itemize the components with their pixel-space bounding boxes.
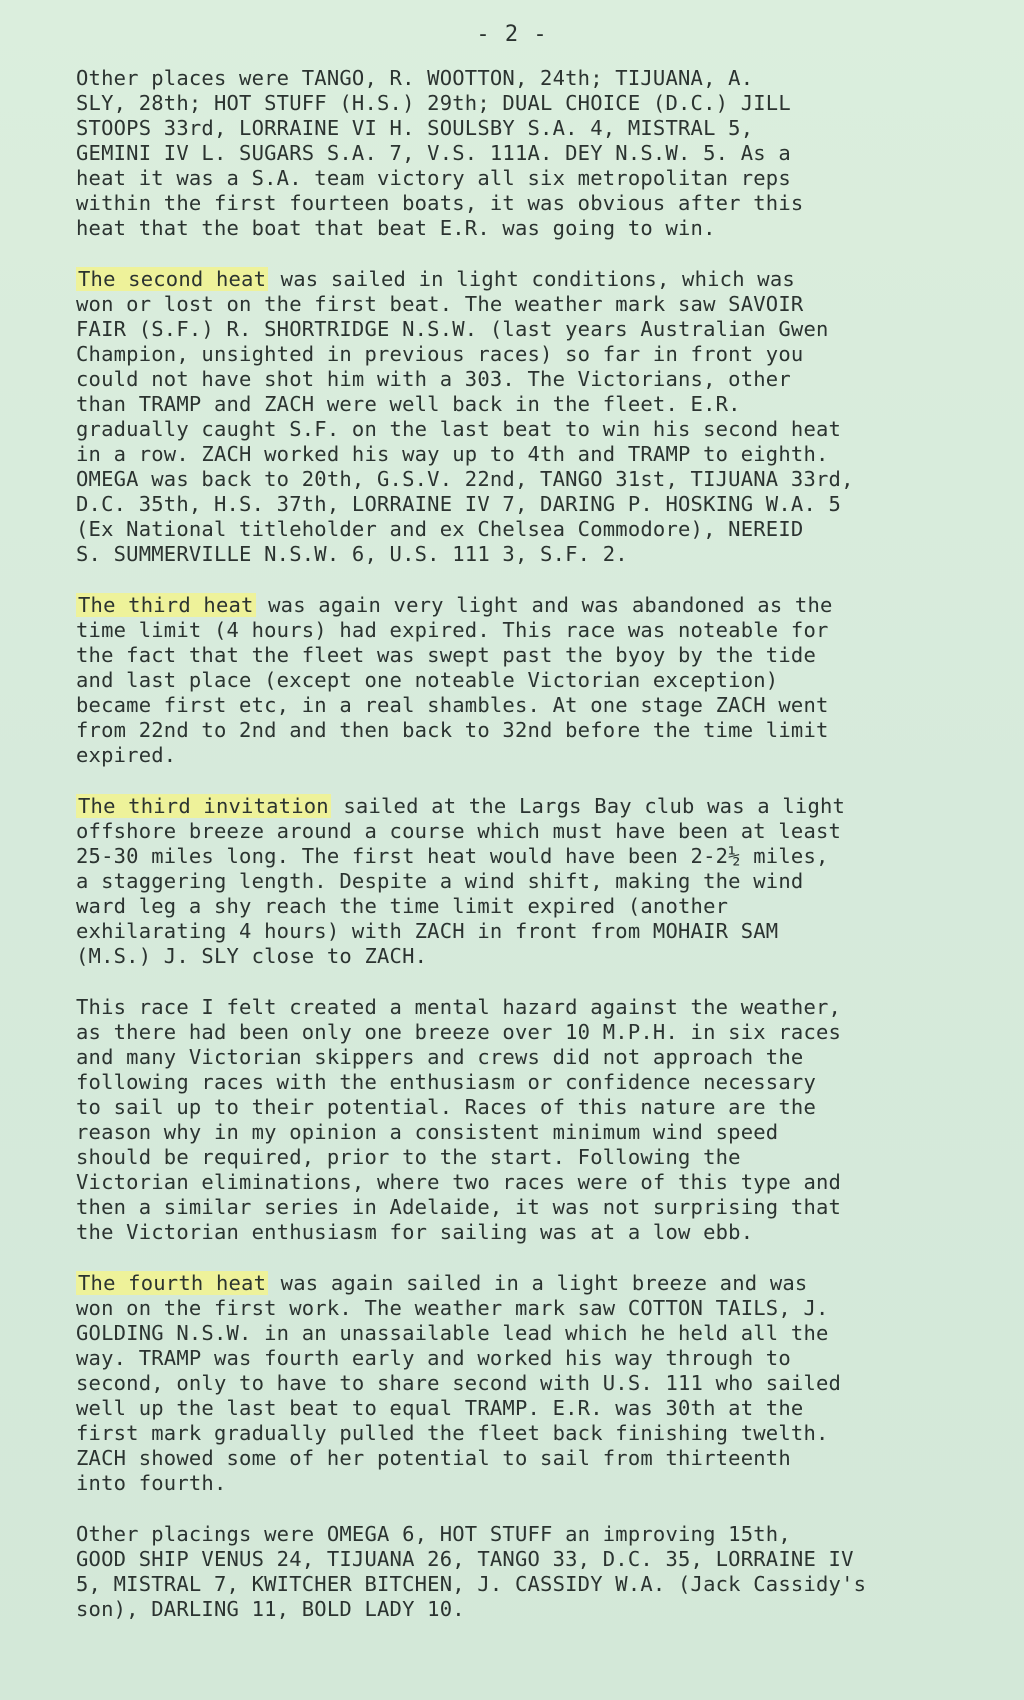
paragraph-text: Other placings were OMEGA 6, HOT STUFF an improving 15th, GOOD SHIP VENUS 24, TIJUANA 26, TANGO 33, D.C. 35, LORRAINE IV 5, MISTRAL 7, KWITCHER BITCHEN, J. CASSIDY W.A. (Jack Cassidy's son), DARLING 11, BOLD LADY 10. bbox=[76, 1522, 867, 1621]
paragraph-fourth-heat bbox=[76, 1271, 976, 1496]
highlighted-heading: The third heat bbox=[78, 593, 254, 617]
paragraph-mental-hazard bbox=[76, 995, 976, 1245]
report-body bbox=[76, 66, 976, 1648]
page-number: - 2 - bbox=[476, 22, 548, 47]
paragraph-third-invitation bbox=[76, 794, 976, 969]
highlighted-heading: The second heat bbox=[78, 267, 267, 291]
paragraph-text: was again very light and was abandoned as the time limit (4 hours) had expired. This race was noteable for the fact that the fleet was swept past the byoy by the tide and last place (except one noteable Victorian exception) became first etc, in a real shambles. At one stage ZACH went from 22nd to 2nd and then back to 32nd before the time limit expired. bbox=[76, 593, 833, 767]
paragraph-other-placings bbox=[76, 1522, 976, 1622]
paragraph-third-heat bbox=[76, 593, 976, 768]
highlighted-heading: The third invitation bbox=[78, 794, 329, 818]
paragraph-other-places bbox=[76, 66, 976, 241]
paragraph-text: was sailed in light conditions, which was won or lost on the first beat. The weather mark saw SAVOIR FAIR (S.F.) R. SHORTRIDGE N.S.W. (last years Australian Gwen Champion, unsighted in previous races) so far in front you could not have shot him with a 303. The Victorians, other than TRAMP and ZACH were well back in the fleet. E.R. gradually caught S.F. on the last beat to win his second heat in a row. ZACH worked his way up to 4th and TRAMP to eighth. OMEGA was back to 20th, G.S.V. 22nd, TANGO 31st, TIJUANA 33rd, D.C. 35th, H.S. 37th, LORRAINE IV 7, DARING P. HOSKING W.A. 5 (Ex National titleholder and ex Chelsea Commodore), NEREID S. SUMMERVILLE N.S.W. 6, U.S. 111 3, S.F. 2. bbox=[76, 267, 854, 566]
paragraph-text: sailed at the Largs Bay club was a light offshore breeze around a course which must have been at least 25-30 miles long. The first heat would have been 2-2½ miles, a staggering length. Despite a wind shift, making the wind ward leg a shy reach the time limit expired (another exhilarating 4 hours) with ZACH in front from MOHAIR SAM (M.S.) J. SLY close to ZACH. bbox=[76, 794, 846, 968]
paragraph-second-heat bbox=[76, 267, 976, 567]
paragraph-text: Other places were TANGO, R. WOOTTON, 24th; TIJUANA, A. SLY, 28th; HOT STUFF (H.S.) 29th; DUAL CHOICE (D.C.) JILL STOOPS 33rd, LORRAINE VI H. SOULSBY S.A. 4, MISTRAL 5, GEMINI IV L. SUGARS S.A. 7, V.S. 111A. DEY N.S.W. 5. As a heat it was a S.A. team victory all six metropolitan reps within the first fourteen boats, it was obvious after this heat that the boat that beat E.R. was going to win. bbox=[76, 66, 804, 240]
highlighted-heading: The fourth heat bbox=[78, 1271, 267, 1295]
paragraph-text: This race I felt created a mental hazard against the weather, as there had been only one breeze over 10 M.P.H. in six races and many Victorian skippers and crews did not approach the following races with the enthusiasm or confidence necessary to sail up to their potential. Races of this nature are the reason why in my opinion a consistent minimum wind speed should be required, prior to the start. Following the Victorian eliminations, where two races were of this type and then a similar series in Adelaide, it was not surprising that the Victorian enthusiasm for sailing was at a low ebb. bbox=[76, 995, 842, 1244]
paragraph-text: was again sailed in a light breeze and was won on the first work. The weather mark saw COTTON TAILS, J. GOLDING N.S.W. in an unassailable lead which he held all the way. TRAMP was fourth early and worked his way through to second, only to have to share second with U.S. 111 who sailed well up the last beat to equal TRAMP. E.R. was 30th at the first mark gradually pulled the fleet back finishing twelth. ZACH showed some of her potential to sail from thirteenth into fourth. bbox=[76, 1271, 842, 1495]
